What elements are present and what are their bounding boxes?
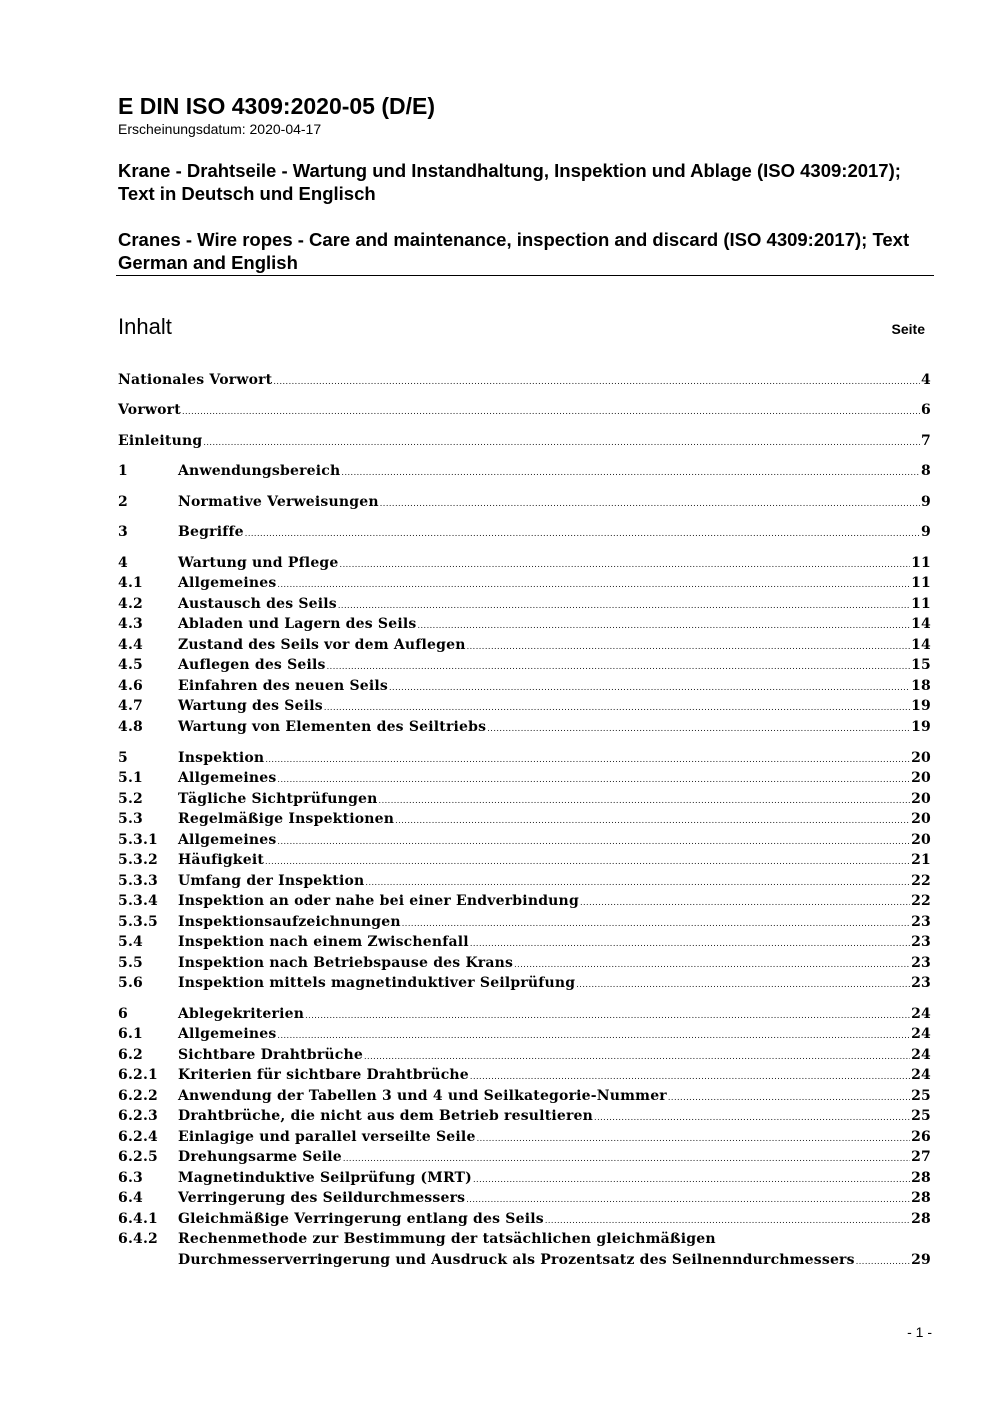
toc-entry-page: 24 bbox=[911, 1067, 931, 1083]
toc-entry-page: 11 bbox=[911, 575, 931, 591]
toc-entry-page: 14 bbox=[911, 637, 931, 653]
toc-entry[interactable] bbox=[118, 522, 931, 542]
toc-entry-page: 27 bbox=[911, 1149, 931, 1165]
toc-entry[interactable] bbox=[118, 594, 931, 614]
toc-entry-page: 20 bbox=[911, 770, 931, 786]
toc-entry[interactable] bbox=[118, 370, 931, 390]
toc-entry-title: Allgemeines bbox=[178, 1026, 277, 1042]
toc-entry-number: 4.3 bbox=[118, 616, 143, 632]
toc-entry-page: 23 bbox=[911, 914, 931, 930]
toc-entry[interactable] bbox=[118, 912, 931, 932]
toc-entry-page: 25 bbox=[911, 1108, 931, 1124]
toc-entry-number: 6.2.1 bbox=[118, 1067, 158, 1083]
toc-entry-title: Ablegekriterien bbox=[178, 1006, 305, 1022]
toc-entry[interactable] bbox=[118, 696, 931, 716]
toc-entry[interactable] bbox=[118, 1147, 931, 1167]
toc-entry-page: 20 bbox=[911, 750, 931, 766]
toc-entry-number: 6.2.5 bbox=[118, 1149, 158, 1165]
toc-entry-number: 6.2 bbox=[118, 1047, 143, 1063]
toc-entry[interactable] bbox=[118, 431, 931, 451]
toc-entry[interactable] bbox=[118, 492, 931, 512]
toc-entry-title: Normative Verweisungen bbox=[178, 494, 379, 510]
toc-leader-dots bbox=[576, 975, 910, 995]
toc-leader-dots bbox=[340, 555, 911, 575]
toc-entry-number: 5.4 bbox=[118, 934, 143, 950]
toc-entry[interactable] bbox=[118, 676, 931, 696]
toc-leader-dots bbox=[477, 1129, 911, 1149]
toc-entry-number: 5.3.2 bbox=[118, 852, 158, 868]
toc-entry-title: Abladen und Lagern des Seils bbox=[178, 616, 417, 632]
toc-entry-number: 5.3 bbox=[118, 811, 143, 827]
toc-entry-title: Rechenmethode zur Bestimmung der tatsächlichen gleichmäßigen bbox=[178, 1231, 716, 1247]
toc-entry[interactable] bbox=[118, 891, 931, 911]
toc-entry-number: 6.4 bbox=[118, 1190, 143, 1206]
toc-leader-dots bbox=[324, 698, 910, 718]
toc-leader-dots bbox=[343, 1149, 910, 1169]
toc-entry-page: 19 bbox=[911, 719, 931, 735]
toc-entry[interactable] bbox=[118, 1065, 931, 1085]
toc-entry-number: 5.5 bbox=[118, 955, 143, 971]
toc-leader-dots bbox=[470, 934, 910, 954]
toc-entry-page: 24 bbox=[911, 1047, 931, 1063]
toc-leader-dots bbox=[668, 1088, 910, 1108]
toc-entry[interactable] bbox=[118, 789, 931, 809]
toc-entry-number: 6 bbox=[118, 1006, 128, 1022]
toc-entry-page: 9 bbox=[921, 494, 931, 510]
toc-leader-dots bbox=[277, 575, 910, 595]
toc-leader-dots bbox=[487, 719, 910, 739]
toc-entry-page: 24 bbox=[911, 1026, 931, 1042]
toc-leader-dots bbox=[514, 955, 910, 975]
toc-entry-title: Austausch des Seils bbox=[178, 596, 337, 612]
toc-entry-title: Gleichmäßige Verringerung entlang des Seils bbox=[178, 1211, 544, 1227]
toc-entry[interactable] bbox=[118, 850, 931, 870]
toc-entry-title: Regelmäßige Inspektionen bbox=[178, 811, 395, 827]
toc-leader-dots bbox=[341, 463, 920, 483]
toc-entry-number: 6.2.3 bbox=[118, 1108, 158, 1124]
toc-leader-dots bbox=[265, 750, 910, 770]
toc-heading: Inhalt bbox=[118, 314, 172, 339]
toc-entry-title: Auflegen des Seils bbox=[178, 657, 326, 673]
toc-leader-dots bbox=[273, 372, 920, 392]
toc-entry-number: 6.4.1 bbox=[118, 1211, 158, 1227]
toc-entry-number: 5.1 bbox=[118, 770, 143, 786]
toc-entry-number: 6.2.4 bbox=[118, 1129, 158, 1145]
title-german: Krane - Drahtseile - Wartung und Instandhaltung, Inspektion und Ablage (ISO 4309:2017); Text in Deutsch und Englisch bbox=[118, 160, 901, 204]
toc-entry-title: Inspektionsaufzeichnungen bbox=[178, 914, 401, 930]
toc-entry-title: Häufigkeit bbox=[178, 852, 264, 868]
toc-entry-page: 18 bbox=[911, 678, 931, 694]
toc-entry-title: Einleitung bbox=[118, 433, 203, 449]
toc-entry-title: Allgemeines bbox=[178, 575, 277, 591]
toc-entry-title: Einlagige und parallel verseilte Seile bbox=[178, 1129, 476, 1145]
toc-entry-number: 5.2 bbox=[118, 791, 143, 807]
toc-entry-page: 6 bbox=[921, 402, 931, 418]
toc-entry-page: 28 bbox=[911, 1211, 931, 1227]
toc-leader-dots bbox=[365, 873, 910, 893]
toc-leader-dots bbox=[856, 1252, 910, 1272]
toc-entry-title: Verringerung des Seildurchmessers bbox=[178, 1190, 466, 1206]
toc-entry-number: 6.1 bbox=[118, 1026, 143, 1042]
toc-entry-number: 6.2.2 bbox=[118, 1088, 158, 1104]
toc-leader-dots bbox=[466, 1190, 910, 1210]
title-english: Cranes - Wire ropes - Care and maintenance, inspection and discard (ISO 4309:2017); Text German and English bbox=[118, 229, 910, 273]
toc-leader-dots bbox=[395, 811, 910, 831]
toc-entry-page: 21 bbox=[911, 852, 931, 868]
toc-entry[interactable] bbox=[118, 655, 931, 675]
toc-entry[interactable] bbox=[118, 1229, 931, 1249]
toc-entry-page: 4 bbox=[921, 372, 931, 388]
toc-entry-number: 4.8 bbox=[118, 719, 143, 735]
toc-entry-page: 23 bbox=[911, 975, 931, 991]
toc-entry-title: Begriffe bbox=[178, 524, 244, 540]
toc-leader-dots bbox=[380, 494, 920, 514]
toc-entry[interactable] bbox=[118, 461, 931, 481]
toc-entry[interactable] bbox=[118, 635, 931, 655]
toc-entry[interactable] bbox=[118, 573, 931, 593]
toc-entry-page: 22 bbox=[911, 873, 931, 889]
toc-leader-dots bbox=[327, 657, 910, 677]
toc-entry-title: Drehungsarme Seile bbox=[178, 1149, 342, 1165]
toc-leader-dots bbox=[277, 770, 910, 790]
toc-entry-title: Umfang der Inspektion bbox=[178, 873, 365, 889]
toc-entry-title: Zustand des Seils vor dem Auflegen bbox=[178, 637, 466, 653]
toc-entry[interactable] bbox=[118, 614, 931, 634]
toc-entry[interactable] bbox=[118, 1127, 931, 1147]
toc-entry-title: Kriterien für sichtbare Drahtbrüche bbox=[178, 1067, 469, 1083]
toc-entry-title: Inspektion bbox=[178, 750, 265, 766]
toc-entry-number: 4 bbox=[118, 555, 128, 571]
toc-leader-dots bbox=[338, 596, 910, 616]
toc-entry-number: 5.3.1 bbox=[118, 832, 158, 848]
toc-leader-dots bbox=[265, 852, 910, 872]
toc-entry-title: Einfahren des neuen Seils bbox=[178, 678, 388, 694]
toc-entry-title: Inspektion mittels magnetinduktiver Seilprüfung bbox=[178, 975, 576, 991]
toc-entry-title: Allgemeines bbox=[178, 770, 277, 786]
toc-entry-number: 4.6 bbox=[118, 678, 143, 694]
toc-entry-page: 24 bbox=[911, 1006, 931, 1022]
toc-leader-dots bbox=[473, 1170, 910, 1190]
toc-entry-title: Anwendungsbereich bbox=[178, 463, 341, 479]
toc-entry-page: 7 bbox=[921, 433, 931, 449]
toc-entry-number: 4.1 bbox=[118, 575, 143, 591]
toc-leader-dots bbox=[545, 1211, 910, 1231]
toc-entry-number: 4.2 bbox=[118, 596, 143, 612]
toc-entry-number: 3 bbox=[118, 524, 128, 540]
page-number: - 1 - bbox=[907, 1324, 932, 1340]
toc-leader-dots bbox=[467, 637, 911, 657]
toc-entry-page: 23 bbox=[911, 955, 931, 971]
toc-entry-page: 8 bbox=[921, 463, 931, 479]
toc-leader-dots bbox=[245, 524, 920, 544]
toc-entry[interactable] bbox=[118, 1024, 931, 1044]
toc-entry-page: 9 bbox=[921, 524, 931, 540]
toc-entry-number: 1 bbox=[118, 463, 128, 479]
toc-entry-page: 11 bbox=[911, 596, 931, 612]
toc-entry[interactable] bbox=[118, 953, 931, 973]
toc-entry-number: 5.3.3 bbox=[118, 873, 158, 889]
toc-entry-title: Wartung des Seils bbox=[178, 698, 323, 714]
toc-entry[interactable] bbox=[118, 871, 931, 891]
toc-entry[interactable] bbox=[118, 553, 931, 573]
toc-leader-dots bbox=[389, 678, 910, 698]
toc-entry[interactable] bbox=[118, 1188, 931, 1208]
toc-entry[interactable] bbox=[118, 748, 931, 768]
toc-entry-page: 28 bbox=[911, 1190, 931, 1206]
toc-entry-title: Inspektion an oder nahe bei einer Endverbindung bbox=[178, 893, 579, 909]
toc-entry-title: Drahtbrüche, die nicht aus dem Betrieb resultieren bbox=[178, 1108, 594, 1124]
toc-leader-dots bbox=[277, 1026, 910, 1046]
toc-leader-dots bbox=[364, 1047, 910, 1067]
toc-entry-number: 4.4 bbox=[118, 637, 143, 653]
toc-entry-number: 2 bbox=[118, 494, 128, 510]
toc-leader-dots bbox=[203, 433, 920, 453]
toc-entry[interactable] bbox=[118, 1106, 931, 1126]
toc-entry[interactable] bbox=[118, 973, 931, 993]
toc-leader-dots bbox=[594, 1108, 910, 1128]
toc-entry-number: 6.3 bbox=[118, 1170, 143, 1186]
toc-entry-title: Nationales Vorwort bbox=[118, 372, 273, 388]
toc-leader-dots bbox=[402, 914, 910, 934]
toc-entry-page: 14 bbox=[911, 616, 931, 632]
toc-entry-page: 11 bbox=[911, 555, 931, 571]
toc-entry-page: 22 bbox=[911, 893, 931, 909]
toc-entry-page: 19 bbox=[911, 698, 931, 714]
toc-entry-title: Wartung und Pflege bbox=[178, 555, 339, 571]
document-title: E DIN ISO 4309:2020-05 (D/E) bbox=[118, 93, 436, 119]
toc-entry[interactable] bbox=[118, 1209, 931, 1229]
toc-entry-page: 29 bbox=[911, 1252, 931, 1268]
toc-entry-title: Magnetinduktive Seilprüfung (MRT) bbox=[178, 1170, 472, 1186]
toc-entry-title-continued: Durchmesserverringerung und Ausdruck als Prozentsatz des Seilnenndurchmessers bbox=[178, 1252, 855, 1268]
toc-entry[interactable] bbox=[118, 1086, 931, 1106]
toc-entry-title: Tägliche Sichtprüfungen bbox=[178, 791, 378, 807]
toc-entry[interactable] bbox=[118, 717, 931, 737]
toc-entry-title: Inspektion nach Betriebspause des Krans bbox=[178, 955, 514, 971]
toc-entry-page: 23 bbox=[911, 934, 931, 950]
toc-leader-dots bbox=[182, 402, 920, 422]
toc-entry-page: 25 bbox=[911, 1088, 931, 1104]
document-header bbox=[118, 92, 934, 274]
toc-entry-number: 4.5 bbox=[118, 657, 143, 673]
toc-entry-number: 5.3.4 bbox=[118, 893, 158, 909]
toc-leader-dots bbox=[417, 616, 910, 636]
toc-entry-page: 20 bbox=[911, 791, 931, 807]
toc-entry-number: 5.3.5 bbox=[118, 914, 158, 930]
toc-entry-title: Anwendung der Tabellen 3 und 4 und Seilkategorie-Nummer bbox=[178, 1088, 667, 1104]
toc-entry-title: Sichtbare Drahtbrüche bbox=[178, 1047, 364, 1063]
toc-leader-dots bbox=[470, 1067, 910, 1087]
toc-entry-title: Wartung von Elementen des Seiltriebs bbox=[178, 719, 487, 735]
toc-entry-number: 5.6 bbox=[118, 975, 143, 991]
toc-leader-dots bbox=[580, 893, 910, 913]
publication-date: Erscheinungsdatum: 2020-04-17 bbox=[118, 121, 322, 137]
toc-entry-title: Allgemeines bbox=[178, 832, 277, 848]
toc-leader-dots bbox=[277, 832, 910, 852]
toc-entry-page: 15 bbox=[911, 657, 931, 673]
toc-entry[interactable] bbox=[118, 1004, 931, 1024]
toc-entry-title: Vorwort bbox=[118, 402, 181, 418]
toc-entry[interactable] bbox=[118, 809, 931, 829]
toc-entry-title: Inspektion nach einem Zwischenfall bbox=[178, 934, 469, 950]
toc-entry[interactable] bbox=[118, 932, 931, 952]
toc-entry-number: 6.4.2 bbox=[118, 1231, 158, 1247]
page-column-label: Seite bbox=[891, 321, 925, 337]
toc-entry[interactable] bbox=[118, 768, 931, 788]
header-divider bbox=[116, 275, 934, 276]
toc-leader-dots bbox=[305, 1006, 910, 1026]
toc-entry-page: 20 bbox=[911, 832, 931, 848]
toc-entry[interactable] bbox=[118, 400, 931, 420]
toc-entry-page: 26 bbox=[911, 1129, 931, 1145]
toc-entry-number: 5 bbox=[118, 750, 128, 766]
toc-entry-continuation[interactable] bbox=[118, 1250, 931, 1270]
toc-leader-dots bbox=[379, 791, 911, 811]
toc-entry[interactable] bbox=[118, 1045, 931, 1065]
toc-entry-page: 28 bbox=[911, 1170, 931, 1186]
toc-entry[interactable] bbox=[118, 830, 931, 850]
toc-entry-page: 20 bbox=[911, 811, 931, 827]
toc-entry[interactable] bbox=[118, 1168, 931, 1188]
toc-entry-number: 4.7 bbox=[118, 698, 143, 714]
